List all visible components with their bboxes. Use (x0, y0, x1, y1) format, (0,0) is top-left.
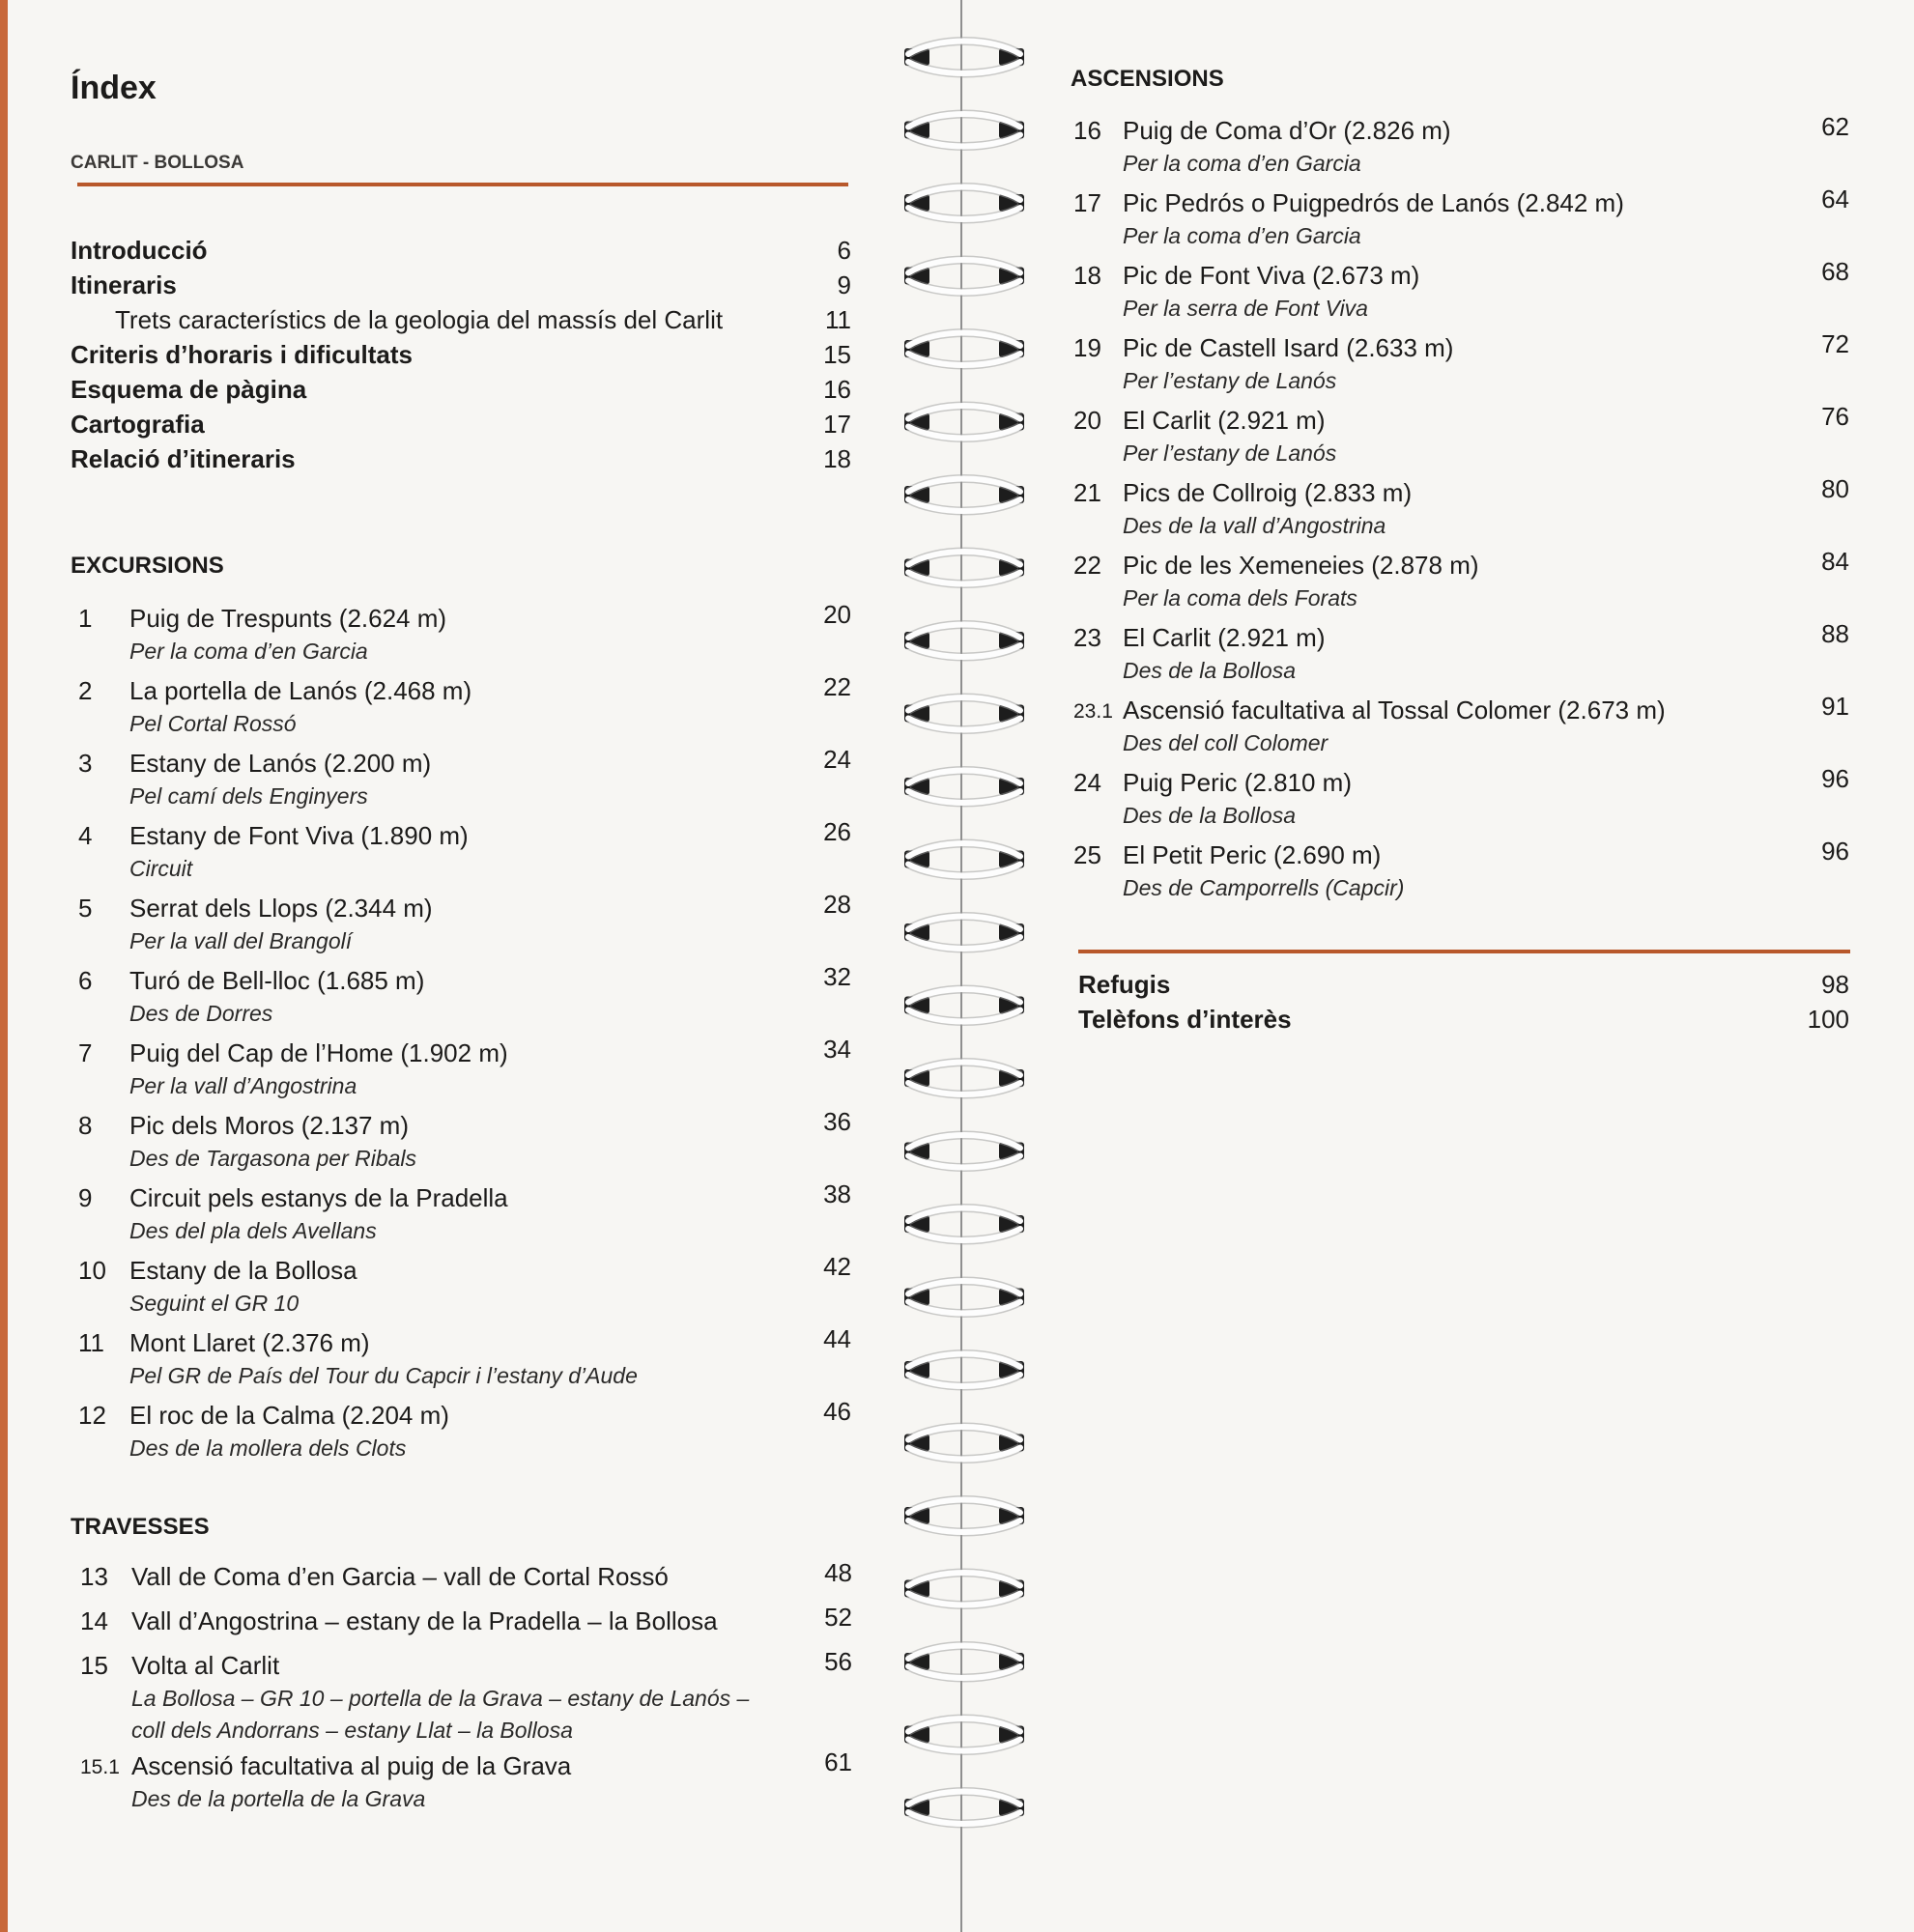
entry-number: 25 (1073, 840, 1101, 869)
entry-number: 15.1 (80, 1756, 120, 1778)
toc-entry[interactable] (1073, 619, 1849, 696)
entry-page: 42 (823, 1252, 851, 1281)
entry-number: 12 (78, 1401, 106, 1430)
appendix-item-label: Refugis (1078, 970, 1171, 999)
binding-ring (904, 697, 1024, 730)
entry-title: El Carlit (2.921 m) (1123, 406, 1326, 435)
entry-subtitle: Pel camí dels Enginyers (129, 783, 368, 809)
toc-entry[interactable] (78, 1324, 851, 1401)
binding-ring (904, 479, 1024, 512)
entry-number: 6 (78, 966, 93, 995)
ascensions-list (1073, 112, 1849, 913)
binding-ring (904, 1354, 1024, 1387)
entry-subtitle: Des de la portella de la Grava (131, 1786, 426, 1811)
binding-ring (904, 1427, 1024, 1460)
intro-item-label: Trets característics de la geologia del massís del Carlit (115, 305, 724, 334)
binding-ring (904, 771, 1024, 804)
toc-entry[interactable] (1073, 329, 1849, 406)
entry-title: Estany de la Bollosa (129, 1256, 357, 1285)
entry-number: 7 (78, 1038, 93, 1067)
intro-item-label: Cartografia (71, 410, 205, 439)
toc-entry[interactable] (78, 672, 851, 749)
entry-title: Puig de Coma d’Or (2.826 m) (1123, 116, 1451, 145)
entry-subtitle: Circuit (129, 856, 193, 881)
appendix-rule (1078, 950, 1850, 953)
excursions-list (78, 600, 851, 1473)
entry-title: Ascensió facultativa al puig de la Grava (131, 1751, 572, 1780)
toc-entry[interactable] (1073, 837, 1849, 913)
entry-subtitle: Des de la mollera dels Clots (129, 1435, 407, 1461)
intro-item-label: Relació d’itineraris (71, 444, 296, 473)
travesses-list (80, 1558, 852, 1811)
entry-page: 62 (1821, 112, 1849, 141)
entry-subtitle: Per la coma d’en Garcia (129, 639, 368, 664)
entry-subtitle: Per la coma d’en Garcia (1123, 151, 1361, 176)
entry-page: 38 (823, 1179, 851, 1208)
entry-subtitle: Per l’estany de Lanós (1123, 440, 1337, 466)
toc-entry[interactable] (1073, 257, 1849, 333)
entry-title: Mont Llaret (2.376 m) (129, 1328, 370, 1357)
entry-title: Pic de Castell Isard (2.633 m) (1123, 333, 1454, 362)
intro-subitem[interactable] (71, 305, 851, 340)
appendix-item-page: 100 (1807, 1005, 1849, 1034)
entry-title: El Carlit (2.921 m) (1123, 623, 1326, 652)
entry-subtitle: Des de la vall d’Angostrina (1123, 513, 1386, 538)
entry-page: 72 (1821, 329, 1849, 358)
entry-title: Ascensió facultativa al Tossal Colomer (2.673 m) (1123, 696, 1666, 724)
section-heading-ascensions: ASCENSIONS (1071, 66, 1224, 92)
intro-item-label: Itineraris (71, 270, 177, 299)
toc-entry[interactable] (1073, 547, 1849, 623)
spiral-binding (899, 0, 1030, 1932)
appendix-item[interactable] (1078, 970, 1849, 1005)
intro-item-label: Esquema de pàgina (71, 375, 307, 404)
entry-title: Pic dels Moros (2.137 m) (129, 1111, 409, 1140)
entry-title: Puig del Cap de l’Home (1.902 m) (129, 1038, 508, 1067)
binding-ring (904, 552, 1024, 584)
toc-entry[interactable] (78, 1179, 851, 1256)
toc-entry[interactable] (1073, 474, 1849, 551)
entry-subtitle: Pel GR de País del Tour du Capcir i l’estany d’Aude (129, 1363, 638, 1388)
header-rule (77, 183, 848, 186)
binding-ring (904, 1573, 1024, 1605)
toc-entry[interactable] (80, 1647, 852, 1751)
entry-number: 19 (1073, 333, 1101, 362)
entry-page: 91 (1821, 692, 1849, 721)
entry-number: 13 (80, 1562, 108, 1591)
entry-number: 10 (78, 1256, 106, 1285)
toc-entry[interactable] (78, 1107, 851, 1183)
entry-title: Vall de Coma d’en Garcia – vall de Cortal Rossó (131, 1562, 669, 1591)
entry-number: 14 (80, 1606, 108, 1635)
intro-item-page: 16 (823, 375, 851, 404)
entry-number: 16 (1073, 116, 1101, 145)
toc-entry[interactable] (80, 1747, 852, 1811)
book-label: CARLIT - BOLLOSA (71, 153, 244, 173)
entry-subtitle: Per la vall del Brangolí (129, 928, 353, 953)
entry-number: 23 (1073, 623, 1101, 652)
entry-page: 88 (1821, 619, 1849, 648)
page-edge (0, 0, 8, 1932)
intro-item-page: 17 (823, 410, 851, 439)
intro-item[interactable] (71, 236, 851, 270)
appendix-list (1078, 970, 1849, 1039)
entry-title: Pic Pedrós o Puigpedrós de Lanós (2.842 m) (1123, 188, 1624, 217)
entry-page: 76 (1821, 402, 1849, 431)
entry-page: 96 (1821, 837, 1849, 866)
entry-page: 24 (823, 745, 851, 774)
toc-entry[interactable] (80, 1558, 852, 1606)
entry-number: 11 (78, 1328, 104, 1357)
binding-ring (904, 1063, 1024, 1095)
toc-entry[interactable] (78, 745, 851, 821)
entry-page: 20 (823, 600, 851, 629)
entry-number: 5 (78, 894, 93, 923)
entry-subtitle: Des del coll Colomer (1123, 730, 1328, 755)
entry-title: Pic de les Xemeneies (2.878 m) (1123, 551, 1479, 580)
binding-ring (904, 989, 1024, 1022)
intro-item[interactable] (71, 410, 851, 444)
binding-ring (904, 260, 1024, 293)
appendix-item-label: Telèfons d’interès (1078, 1005, 1292, 1034)
entry-number: 1 (78, 604, 93, 633)
entry-title: Circuit pels estanys de la Pradella (129, 1183, 508, 1212)
toc-entry[interactable] (78, 817, 851, 894)
binding-ring (904, 1281, 1024, 1314)
entry-page: 36 (823, 1107, 851, 1136)
entry-number: 9 (78, 1183, 93, 1212)
entry-page: 46 (823, 1397, 851, 1426)
page-title: Índex (71, 70, 157, 106)
entry-title: Turó de Bell-lloc (1.685 m) (129, 966, 425, 995)
entry-page: 96 (1821, 764, 1849, 793)
binding-ring (904, 1500, 1024, 1533)
entry-subtitle: Des de la Bollosa (1123, 803, 1296, 828)
toc-entry[interactable] (78, 1252, 851, 1328)
intro-item-label: Introducció (71, 236, 208, 265)
entry-page: 80 (1821, 474, 1849, 503)
toc-entry[interactable] (78, 1397, 851, 1473)
entry-title: Serrat dels Llops (2.344 m) (129, 894, 433, 923)
entry-page: 32 (823, 962, 851, 991)
entry-title: Puig de Trespunts (2.624 m) (129, 604, 447, 633)
entry-subtitle: La Bollosa – GR 10 – portella de la Grava – estany de Lanós – (131, 1686, 750, 1711)
toc-entry[interactable] (1073, 402, 1849, 478)
binding-ring (904, 1719, 1024, 1751)
entry-page: 84 (1821, 547, 1849, 576)
binding-ring (904, 1646, 1024, 1679)
binding-ring (904, 1135, 1024, 1168)
intro-item-label: Criteris d’horaris i dificultats (71, 340, 413, 369)
binding-ring (904, 625, 1024, 658)
binding-ring (904, 843, 1024, 876)
entry-subtitle: Per la coma d’en Garcia (1123, 223, 1361, 248)
entry-title: Puig Peric (2.810 m) (1123, 768, 1352, 797)
entry-page: 56 (824, 1647, 852, 1676)
intro-item-page: 18 (823, 444, 851, 473)
entry-subtitle: Seguint el GR 10 (129, 1291, 300, 1316)
section-heading-excursions: EXCURSIONS (71, 553, 224, 579)
toc-entry[interactable] (1073, 764, 1849, 840)
intro-item-page: 9 (837, 270, 851, 299)
entry-page: 26 (823, 817, 851, 846)
entry-page: 44 (823, 1324, 851, 1353)
entry-page: 61 (824, 1747, 852, 1776)
intro-item[interactable] (71, 444, 851, 479)
toc-entry[interactable] (1073, 185, 1849, 261)
entry-subtitle: Per la vall d’Angostrina (129, 1073, 357, 1098)
entry-number: 4 (78, 821, 93, 850)
binding-ring (904, 187, 1024, 220)
entry-number: 3 (78, 749, 93, 778)
toc-entry[interactable] (78, 600, 851, 676)
entry-subtitle: Des de Camporrells (Capcir) (1123, 875, 1405, 900)
entry-number: 22 (1073, 551, 1101, 580)
section-heading-travesses: TRAVESSES (71, 1514, 210, 1540)
intro-item-page: 6 (837, 236, 851, 265)
entry-number: 17 (1073, 188, 1101, 217)
entry-page: 22 (823, 672, 851, 701)
entry-title: El roc de la Calma (2.204 m) (129, 1401, 449, 1430)
binding-ring (904, 42, 1024, 74)
entry-subtitle: Per la coma dels Forats (1123, 585, 1357, 611)
entry-number: 8 (78, 1111, 93, 1140)
entry-title: Volta al Carlit (131, 1651, 280, 1680)
binding-ring (904, 917, 1024, 950)
entry-page: 52 (824, 1603, 852, 1632)
entry-title: Pic de Font Viva (2.673 m) (1123, 261, 1420, 290)
toc-entry[interactable] (1073, 692, 1849, 768)
toc-entry[interactable] (78, 890, 851, 966)
intro-item-page: 11 (825, 305, 851, 334)
entry-title: El Petit Peric (2.690 m) (1123, 840, 1382, 869)
entry-page: 64 (1821, 185, 1849, 213)
intro-item-page: 15 (823, 340, 851, 369)
appendix-item-page: 98 (1821, 970, 1849, 999)
entry-number: 18 (1073, 261, 1101, 290)
binding-ring (904, 1792, 1024, 1825)
toc-entry[interactable] (1073, 112, 1849, 188)
entry-subtitle: Des de Targasona per Ribals (129, 1146, 417, 1171)
entry-title: Vall d’Angostrina – estany de la Pradella – la Bollosa (131, 1606, 718, 1635)
binding-ring (904, 333, 1024, 366)
entry-page: 68 (1821, 257, 1849, 286)
entry-number: 21 (1073, 478, 1101, 507)
entry-subtitle: Pel Cortal Rossó (129, 711, 297, 736)
binding-ring (904, 1208, 1024, 1241)
intro-item[interactable] (71, 270, 851, 305)
intro-item[interactable] (71, 375, 851, 410)
entry-subtitle: Des de Dorres (129, 1001, 273, 1026)
entry-title: Pics de Collroig (2.833 m) (1123, 478, 1413, 507)
binding-ring (904, 114, 1024, 147)
entry-subtitle: Per l’estany de Lanós (1123, 368, 1337, 393)
entry-number: 15 (80, 1651, 108, 1680)
entry-page: 34 (823, 1035, 851, 1064)
toc-entry[interactable] (78, 962, 851, 1038)
intro-list (71, 236, 851, 479)
entry-number: 24 (1073, 768, 1101, 797)
entry-page: 48 (824, 1558, 852, 1587)
entry-title: La portella de Lanós (2.468 m) (129, 676, 472, 705)
entry-subtitle: Des del pla dels Avellans (129, 1218, 377, 1243)
toc-entry[interactable] (80, 1603, 852, 1651)
entry-subtitle: Des de la Bollosa (1123, 658, 1296, 683)
entry-page: 28 (823, 890, 851, 919)
appendix-item[interactable] (1078, 1005, 1849, 1039)
entry-number: 23.1 (1073, 700, 1113, 723)
entry-subtitle-line2: coll dels Andorrans – estany Llat – la Bollosa (131, 1718, 573, 1743)
toc-entry[interactable] (78, 1035, 851, 1111)
entry-subtitle: Per la serra de Font Viva (1123, 296, 1368, 321)
entry-title: Estany de Font Viva (1.890 m) (129, 821, 469, 850)
entry-title: Estany de Lanós (2.200 m) (129, 749, 432, 778)
intro-item[interactable] (71, 340, 851, 375)
binding-ring (904, 406, 1024, 439)
entry-number: 20 (1073, 406, 1101, 435)
entry-number: 2 (78, 676, 93, 705)
